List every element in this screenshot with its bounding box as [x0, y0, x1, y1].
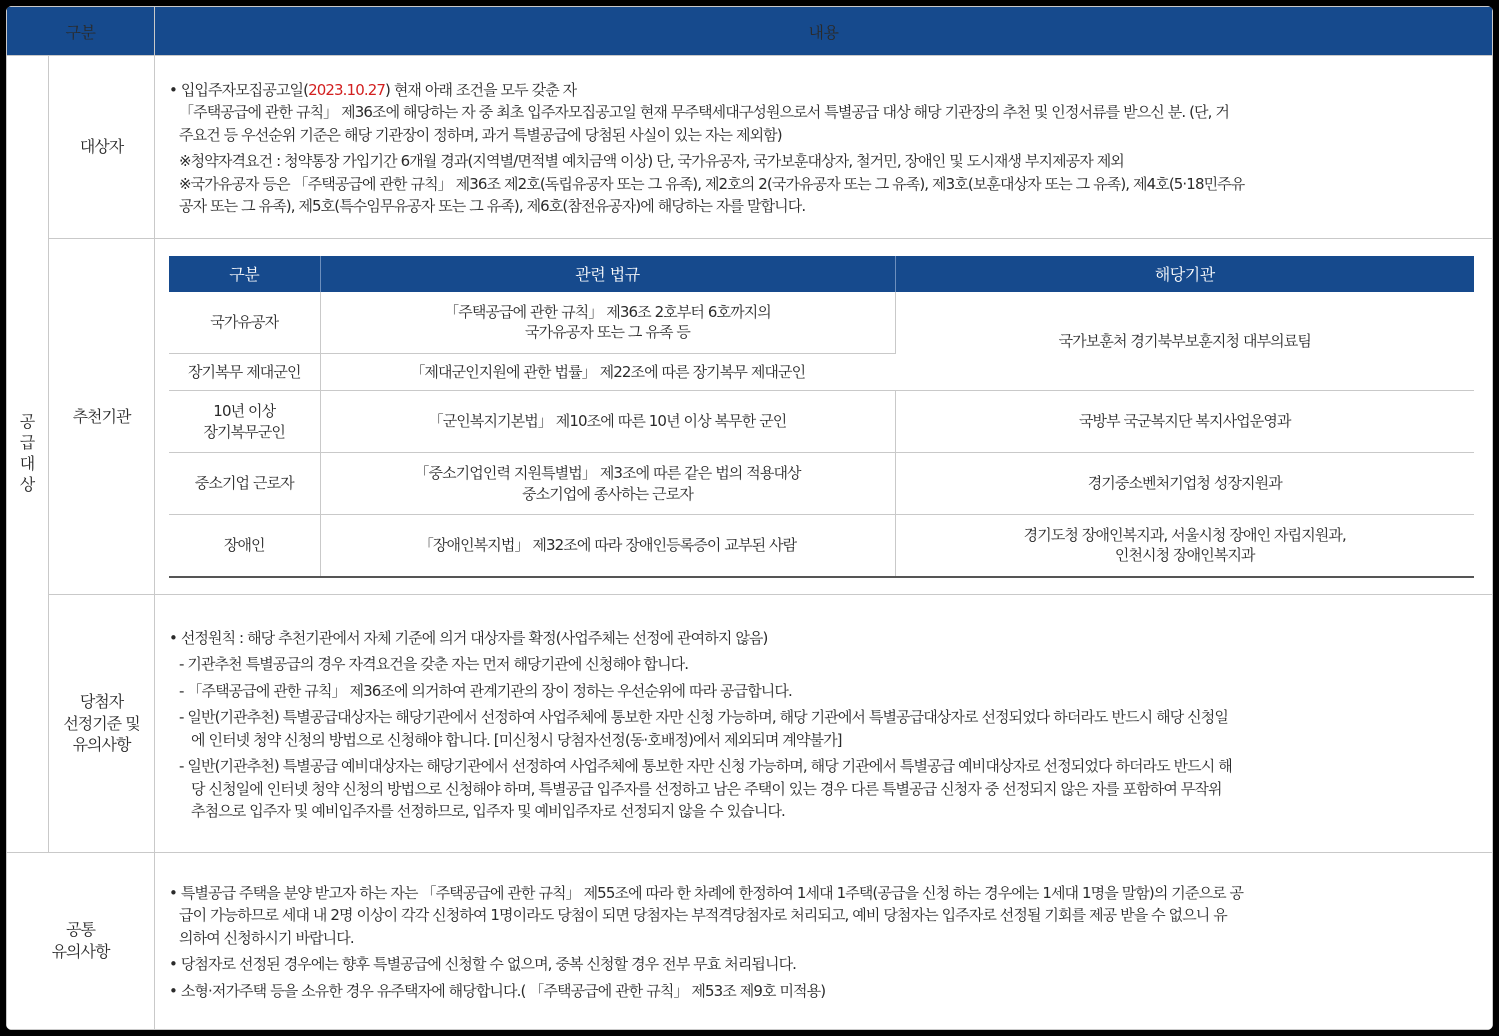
agency-row — [7, 239, 1493, 595]
common-line: • 특별공급 주택을 분양 받고자 하는 자는 「주택공급에 관한 규칙」 제55조에 따라 한 차례에 한정하여 1세대 1주택(공급을 신청 하는 경우에는 1세대 1명을 말함)의 기준으로 공 — [169, 883, 1244, 902]
selection-line: - 일반(기관추천) 특별공급대상자는 해당기관에서 선정하여 사업주체에 통보한 자만 신청 가능하며, 해당 기관에서 특별공급대상자로 선정되었다 하더라도 반드시 해당 신청일 — [179, 708, 1228, 726]
agency-org: 경기중소벤처기업청 성장지원과 — [895, 453, 1474, 515]
agency-law-line: 국가유공자 또는 그 유족 등 — [525, 323, 690, 342]
agency-type: 장애인 — [169, 515, 320, 577]
agency-type: 장기복무 제대군인 — [169, 354, 320, 391]
eligible-note: ※국가유공자 등은 「주택공급에 관한 규칙」 제36조 제2호(독립유공자 또는 그 유족), 제2호의 2(국가유공자 또는 그 유족), 제3호(보훈대상자 또는 그 유족), 제4호(5·18민주유 — [179, 174, 1245, 193]
agency-org — [895, 515, 1474, 577]
eligible-line — [169, 79, 1474, 102]
table-row — [169, 453, 1474, 515]
selection-line: 에 인터넷 청약 신청의 방법으로 신청해야 합니다. [미신청시 당첨자선정(동·호배정)에서 제외되며 계약불가] — [191, 730, 842, 749]
selection-label-line: 선정기준 및 — [63, 713, 140, 733]
agency-law-line: 「주택공급에 관한 규칙」 제36조 2호부터 6호까지의 — [444, 303, 771, 321]
common-content — [155, 853, 1493, 1030]
selection-line: - 기관추천 특별공급의 경우 자격요건을 갖춘 자는 먼저 해당기관에 신청해야 합니다. — [179, 655, 689, 673]
selection-line: • 선정원칙 : 해당 추천기관에서 자체 기준에 의거 대상자를 확정(사업주체는 선정에 관여하지 않음) — [169, 628, 768, 647]
table-row — [169, 515, 1474, 577]
agency-org: 국가보훈처 경기북부보훈지청 대부의료팀 — [895, 292, 1474, 391]
eligible-note: 공자 또는 그 유족), 제5호(특수임무유공자 또는 그 유족), 제6호(참전유공자)에 해당하는 자를 말합니다. — [179, 197, 806, 215]
agency-type: 중소기업 근로자 — [169, 453, 320, 515]
common-line: 의하여 신청하시기 바랍니다. — [179, 928, 354, 947]
agency-type: 국가유공자 — [169, 292, 320, 354]
agency-law: 「제대군인지원에 관한 법률」 제22조에 따른 장기복무 제대군인 — [320, 354, 895, 391]
agency-law-line: 중소기업에 종사하는 근로자 — [522, 484, 693, 503]
selection-label-line: 당첨자 — [79, 692, 124, 712]
eligible-row — [7, 56, 1493, 239]
eligible-line: 주요건 등 우선순위 기준은 해당 기관장이 정하며, 과거 특별공급에 당첨된 사실이 있는 자는 제외함) — [179, 125, 782, 144]
selection-content — [155, 595, 1493, 853]
common-line: 급이 가능하므로 세대 내 2명 이상이 각각 신청하여 1명이라도 당첨이 되면 당첨자는 부적격당첨자로 처리되고, 예비 당첨자는 입주자로 선정될 기회를 제공 받을 수 없으니 유 — [179, 906, 1227, 925]
common-row — [7, 853, 1493, 1030]
selection-line: 추첨으로 입주자 및 예비입주자를 선정하므로, 입주자 및 예비입주자로 선정되지 않을 수 있습니다. — [191, 802, 785, 820]
notice-page — [6, 6, 1493, 1030]
agency-header: 해당기관 — [895, 256, 1474, 292]
agency-law: 「군인복지기본법」 제10조에 따른 10년 이상 복무한 군인 — [320, 391, 895, 453]
common-line: • 당첨자로 선정된 경우에는 향후 특별공급에 신청할 수 없으며, 중복 신청할 경우 전부 무효 처리됩니다. — [169, 955, 797, 974]
announcement-date: 2023.10.27 — [308, 80, 385, 99]
common-label-line: 공통 — [66, 920, 95, 940]
common-label — [7, 853, 155, 1030]
supply-target-char: 대 — [19, 454, 36, 473]
agency-table — [169, 256, 1474, 578]
selection-row — [7, 595, 1493, 853]
eligible-content — [155, 56, 1493, 239]
supply-target-char: 급 — [19, 433, 36, 453]
eligible-note: ※청약자격요건 : 청약통장 가입기간 6개월 경과(지역별/면적별 예치금액 이상) 단, 국가유공자, 국가보훈대상자, 철거민, 장애인 및 도시재생 부지제공자 제외 — [179, 152, 1124, 170]
supply-target-char: 상 — [19, 474, 36, 494]
header-category: 구분 — [7, 7, 155, 56]
agency-law-line: 「중소기업인력 지원특별법」 제3조에 따른 같은 법의 적용대상 — [414, 464, 801, 483]
eligible-line1-prefix: • 입입주자모집공고일( — [169, 80, 309, 99]
selection-line: 당 신청일에 인터넷 청약 신청의 방법으로 신청해야 하며, 특별공급 입주자를 선정하고 남은 주택이 있는 경우 다른 특별공급 신청자 중 선정되지 않은 자를 포함하여 무작위 — [191, 779, 1222, 798]
supply-info-table — [6, 6, 1493, 1030]
selection-label-line: 유의사항 — [72, 735, 131, 755]
eligible-line: 「주택공급에 관한 규칙」 제36조에 해당하는 자 중 최초 입주자모집공고일 현재 무주택세대구성원으로서 특별공급 대상 해당 기관장의 추천 및 인정서류를 받으신 분. (단, 거 — [179, 103, 1229, 121]
agency-type-line: 장기복무군인 — [203, 422, 286, 441]
agency-header-row — [169, 256, 1474, 292]
table-header-row — [7, 7, 1493, 56]
selection-line: - 「주택공급에 관한 규칙」 제36조에 의거하여 관계기관의 장이 정하는 우선순위에 따라 공급합니다. — [179, 681, 792, 700]
agency-header: 구분 — [169, 256, 320, 292]
agency-header: 관련 법규 — [320, 256, 895, 292]
supply-target-label — [7, 56, 49, 853]
common-line: • 소형·저가주택 등을 소유한 경우 유주택자에 해당합니다.( 「주택공급에 관한 규칙」 제53조 제9호 미적용) — [169, 981, 826, 1000]
agency-type-line: 10년 이상 — [213, 402, 276, 421]
agency-type — [169, 391, 320, 453]
supply-target-char: 공 — [19, 412, 36, 432]
common-label-line: 유의사항 — [51, 942, 110, 961]
agency-law — [320, 453, 895, 515]
selection-label — [49, 595, 155, 853]
eligible-label: 대상자 — [49, 56, 155, 239]
agency-label: 추천기관 — [49, 239, 155, 595]
table-row — [169, 292, 1474, 354]
agency-law — [320, 292, 895, 354]
header-content: 내용 — [155, 7, 1493, 56]
agency-law: 「장애인복지법」 제32조에 따라 장애인등록증이 교부된 사람 — [320, 515, 895, 577]
agency-org-line: 경기도청 장애인복지과, 서울시청 장애인 자립지원과, — [1023, 526, 1346, 544]
table-row — [169, 391, 1474, 453]
agency-org-line: 인천시청 장애인복지과 — [1114, 546, 1255, 565]
agency-org: 국방부 국군복지단 복지사업운영과 — [895, 391, 1474, 453]
eligible-line1-suffix: ) 현재 아래 조건을 모두 갖춘 자 — [385, 80, 577, 99]
agency-content — [155, 239, 1493, 595]
selection-line: - 일반(기관추천) 특별공급 예비대상자는 해당기관에서 선정하여 사업주체에 통보한 자만 신청 가능하며, 해당 기관에서 특별공급 예비대상자로 선정되었다 하더라도 반드시 해 — [179, 757, 1232, 775]
